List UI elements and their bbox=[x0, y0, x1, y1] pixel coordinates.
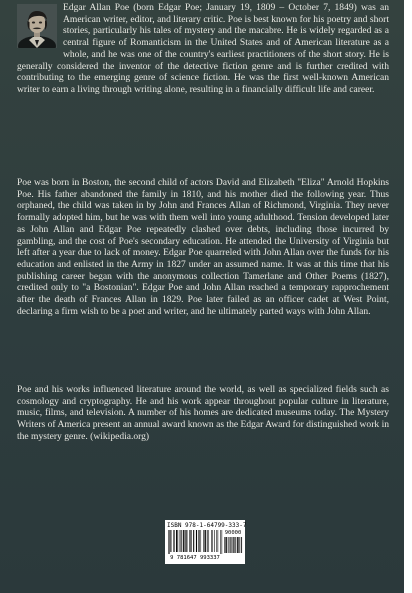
isbn-barcode bbox=[165, 520, 245, 564]
price-addon-bars bbox=[224, 537, 243, 553]
author-portrait-image bbox=[17, 4, 57, 48]
price-addon-code: 90000 bbox=[224, 530, 242, 536]
biography-paragraph-2: Poe was born in Boston, the second child of actors David and Elizabeth "Eliza" Arnold Hopkins Poe. His father abandoned the family in 1810, and his mother died the following year. Thus orphaned, the child was taken in by John and Frances Allan of Richmond, Virginia. They never formally adopted him, but he was with them well into young adulthood. Tension developed later as John Allan and Edgar Poe repeatedly clashed over debts, including those incurred by gambling, and the cost of Poe's secondary education. He attended the University of Virginia but left after a year due to lack of money. Edgar Poe quarreled with John Allan over the funds for his education and enlisted in the Army in 1827 under an assumed name. It was at this time that his publishing career began with the anonymous collection Tamerlane and Other Poems (1827), credited only to "a Bostonian". Edgar Poe and John Allan reached a temporary rapprochement after the death of Frances Allan in 1829. Poe later failed as an officer cadet at West Point, declaring a firm wish to be a poet and writer, and he ultimately parted ways with John Allan. bbox=[17, 177, 389, 317]
biography-paragraph-3: Poe and his works influenced literature around the world, as well as specialized fields such as cosmology and cryptography. He and his work appear throughout popular culture in literature, music, films, and television. A number of his homes are dedicated museums today. The Mystery Writers of America present an annual award known as the Edgar Award for distinguished work in the mystery genre. (wikipedia.org) bbox=[17, 384, 389, 442]
ean-barcode-bars bbox=[168, 530, 223, 554]
ean-digits: 9 781647 993337 bbox=[170, 555, 220, 561]
biography-paragraph-1-text: Edgar Allan Poe (born Edgar Poe; January 19, 1809 – October 7, 1849) was an American writer, editor, and literary critic. Poe is best known for his poetry and short stories, particularly his tales of mystery and the macabre. He is widely regarded as a central figure of Romanticism in the United States and of American literature as a whole, and he was one of the country's earliest practitioners of the short story. He is generally considered the inventor of the detective fiction genre and is further credited with contributing to the emerging genre of science fiction. He was the first well-known American writer to earn a living through writing alone, resulting in a financially difficult life and career. bbox=[17, 2, 389, 95]
biography-paragraph-1 bbox=[17, 2, 389, 96]
isbn-label: ISBN 978-1-64799-333-7 bbox=[167, 522, 247, 529]
